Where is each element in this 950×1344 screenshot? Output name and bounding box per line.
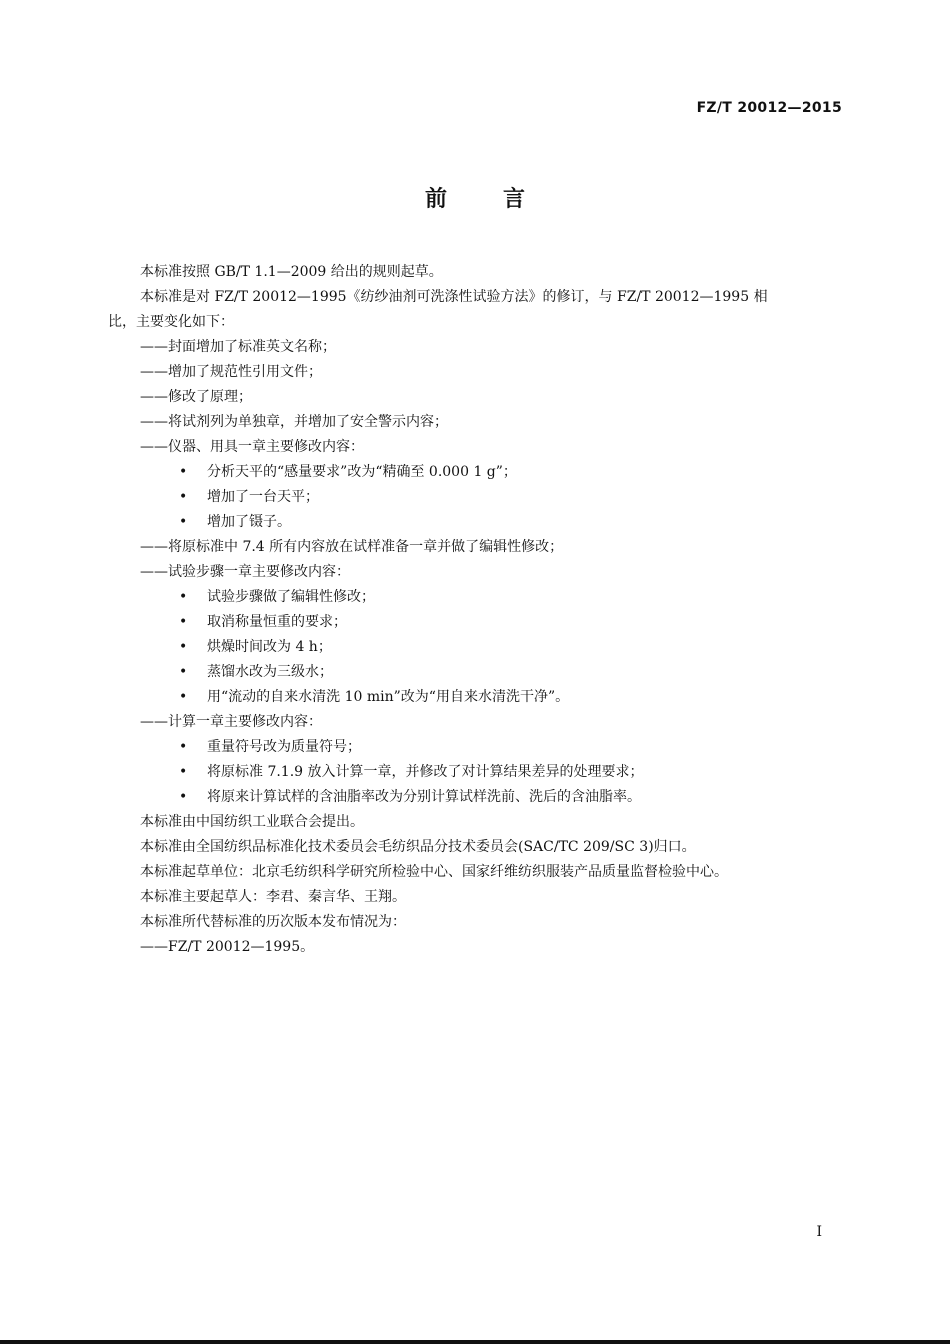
- paragraph-history-intro: 本标准所代替标准的历次版本发布情况为：: [140, 914, 406, 930]
- paragraph-drafting-units: 本标准起草单位：北京毛纺织科学研究所检验中心、国家纤维纺织服装产品质量监督检验中心。: [140, 864, 728, 880]
- bullet-item: [108, 660, 843, 685]
- bullet-item: [108, 485, 843, 510]
- bullet-text: 将原标准 7.1.9 放入计算一章，并修改了对计算结果差异的处理要求；: [207, 764, 644, 780]
- bullet-text: 增加了镊子。: [207, 514, 291, 530]
- bullet-item: [108, 635, 843, 660]
- bullet-dot: •: [179, 589, 188, 605]
- change-item: ——封面增加了标准英文名称；: [140, 339, 336, 355]
- page-number: I: [816, 1224, 822, 1240]
- foreword-body: [108, 260, 843, 960]
- paragraph-revision-line2: 比，主要变化如下：: [108, 314, 234, 330]
- bullet-dot: •: [179, 689, 188, 705]
- bullet-item: [108, 785, 843, 810]
- bullet-item: [108, 610, 843, 635]
- bullet-text: 将原来计算试样的含油脂率改为分别计算试样洗前、洗后的含油脂率。: [207, 789, 641, 805]
- bullet-dot: •: [179, 789, 188, 805]
- bullet-text: 烘燥时间改为 4 h；: [207, 639, 332, 655]
- page-bottom-rule: [0, 1340, 950, 1344]
- change-item: ——将原标准中 7.4 所有内容放在试样准备一章并做了编辑性修改；: [140, 539, 564, 555]
- change-item: ——增加了规范性引用文件；: [140, 364, 322, 380]
- bullet-dot: •: [179, 664, 188, 680]
- bullet-dot: •: [179, 464, 188, 480]
- bullet-text: 重量符号改为质量符号；: [207, 739, 361, 755]
- bullet-dot: •: [179, 614, 188, 630]
- page-title: 前言: [424, 187, 581, 212]
- paragraph-drafting-rules: 本标准按照 GB/T 1.1—2009 给出的规则起草。: [140, 264, 443, 280]
- paragraph-committee: 本标准由全国纺织品标准化技术委员会毛纺织品分技术委员会(SAC/TC 209/SC 3)归口。: [140, 839, 696, 855]
- bullet-text: 取消称量恒重的要求；: [207, 614, 347, 630]
- change-item: ——计算一章主要修改内容：: [140, 714, 322, 730]
- paragraph-drafters: 本标准主要起草人：李君、秦言华、王翔。: [140, 889, 406, 905]
- bullet-item: [108, 735, 843, 760]
- bullet-dot: •: [179, 639, 188, 655]
- bullet-text: 用“流动的自来水清洗 10 min”改为“用自来水清洗干净”。: [207, 689, 570, 705]
- paragraph-history-item: ——FZ/T 20012—1995。: [140, 939, 315, 955]
- bullet-item: [108, 685, 843, 710]
- paragraph-revision-line1: 本标准是对 FZ/T 20012—1995《纺纱油剂可洗涤性试验方法》的修订，与 FZ/T 20012—1995 相: [140, 289, 768, 305]
- standard-code: FZ/T 20012—2015: [696, 100, 842, 116]
- bullet-dot: •: [179, 514, 188, 530]
- bullet-dot: •: [179, 489, 188, 505]
- change-item: ——修改了原理；: [140, 389, 252, 405]
- bullet-item: [108, 760, 843, 785]
- change-item: ——试验步骤一章主要修改内容：: [140, 564, 350, 580]
- bullet-text: 分析天平的“感量要求”改为“精确至 0.000 1 g”；: [207, 464, 517, 480]
- bullet-dot: •: [179, 764, 188, 780]
- bullet-item: [108, 460, 843, 485]
- bullet-item: [108, 585, 843, 610]
- bullet-text: 蒸馏水改为三级水；: [207, 664, 333, 680]
- change-item: ——仪器、用具一章主要修改内容：: [140, 439, 364, 455]
- bullet-item: [108, 510, 843, 535]
- bullet-text: 增加了一台天平；: [207, 489, 319, 505]
- bullet-text: 试验步骤做了编辑性修改；: [207, 589, 375, 605]
- change-item: ——将试剂列为单独章，并增加了安全警示内容；: [140, 414, 448, 430]
- paragraph-proposer: 本标准由中国纺织工业联合会提出。: [140, 814, 364, 830]
- bullet-dot: •: [179, 739, 188, 755]
